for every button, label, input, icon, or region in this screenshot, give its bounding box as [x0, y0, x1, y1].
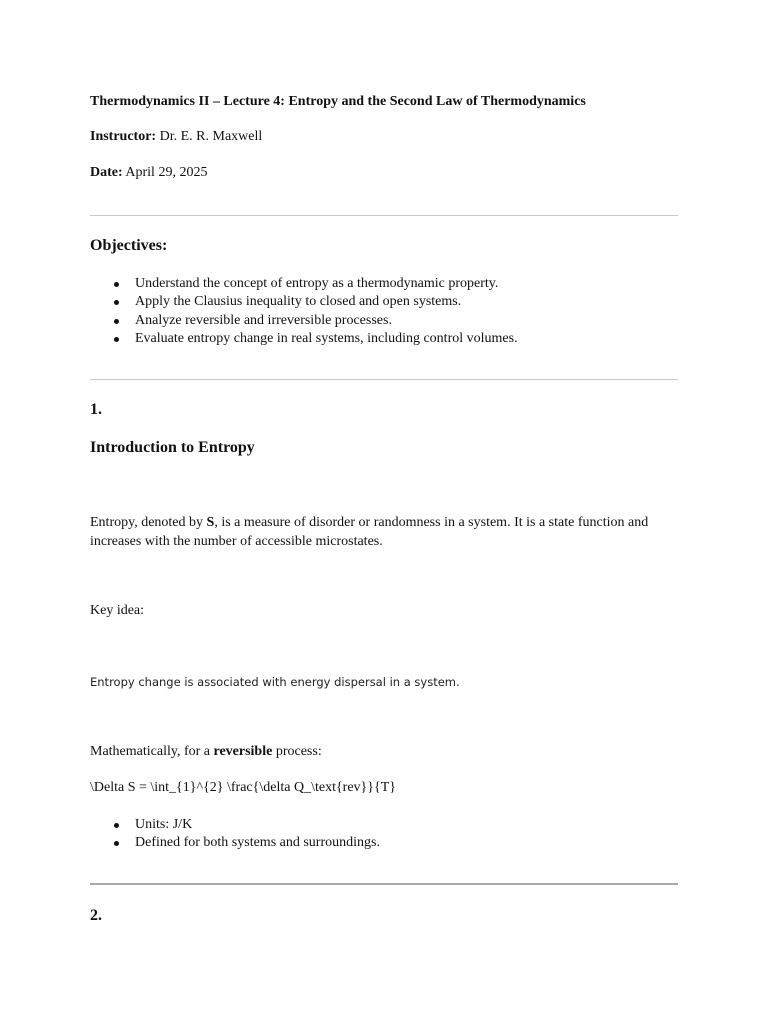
divider — [90, 379, 678, 380]
entropy-paragraph — [90, 513, 680, 551]
date-label: Date: — [90, 165, 123, 180]
section-heading: Introduction to Entropy — [90, 439, 255, 456]
section-number: 1. — [90, 401, 102, 418]
bullet-item — [90, 834, 380, 852]
objectives-heading: Objectives: — [90, 237, 168, 254]
entropy-symbol: S — [206, 515, 215, 530]
reversible-word: reversible — [213, 744, 273, 759]
objective-text: Analyze reversible and irreversible processes. — [135, 312, 392, 328]
key-idea-text: Entropy change is associated with energy dispersal in a system. — [90, 675, 460, 689]
instructor-value: Dr. E. R. Maxwell — [159, 129, 263, 144]
objectives-list — [90, 275, 518, 348]
lecture-title: Thermodynamics II – Lecture 4: Entropy and the Second Law of Thermodynamics — [90, 94, 586, 109]
paragraph-text: , is a measure of disorder or randomness in a system. It is a state function and increases with the number of accessible microstates. — [90, 515, 649, 549]
entropy-formula: \Delta S = \int_{1}^{2} \frac{\delta Q_\text{rev}}{T} — [90, 780, 396, 795]
date-value: April 29, 2025 — [125, 165, 208, 180]
bullet-icon — [114, 823, 119, 828]
objective-text: Understand the concept of entropy as a thermodynamic property. — [135, 276, 499, 291]
math-intro-text: process: — [272, 744, 322, 759]
bullet-text: Defined for both systems and surroundings. — [135, 835, 380, 851]
instructor-line — [90, 129, 262, 145]
objective-item — [90, 275, 518, 293]
divider — [90, 883, 678, 885]
objective-item — [90, 312, 518, 330]
math-intro-text: Mathematically, for a — [90, 744, 214, 759]
date-line — [90, 165, 207, 181]
bullet-icon — [114, 300, 119, 305]
key-idea-label: Key idea: — [90, 603, 145, 618]
bullet-icon — [114, 337, 119, 342]
objective-text: Evaluate entropy change in real systems, including control volumes. — [135, 330, 518, 346]
paragraph-text: Entropy, denoted by — [90, 515, 207, 530]
math-intro — [90, 744, 322, 760]
divider — [90, 215, 678, 216]
section-number: 2. — [90, 907, 102, 924]
bullet-item — [90, 816, 380, 834]
section1-bullets — [90, 816, 380, 853]
bullet-icon — [114, 319, 119, 324]
objective-item — [90, 330, 518, 348]
objective-text: Apply the Clausius inequality to closed and open systems. — [135, 294, 462, 310]
bullet-icon — [114, 841, 119, 846]
instructor-label: Instructor: — [90, 129, 157, 144]
objective-item — [90, 293, 518, 311]
bullet-text: Units: J/K — [135, 817, 193, 832]
bullet-icon — [114, 282, 119, 287]
